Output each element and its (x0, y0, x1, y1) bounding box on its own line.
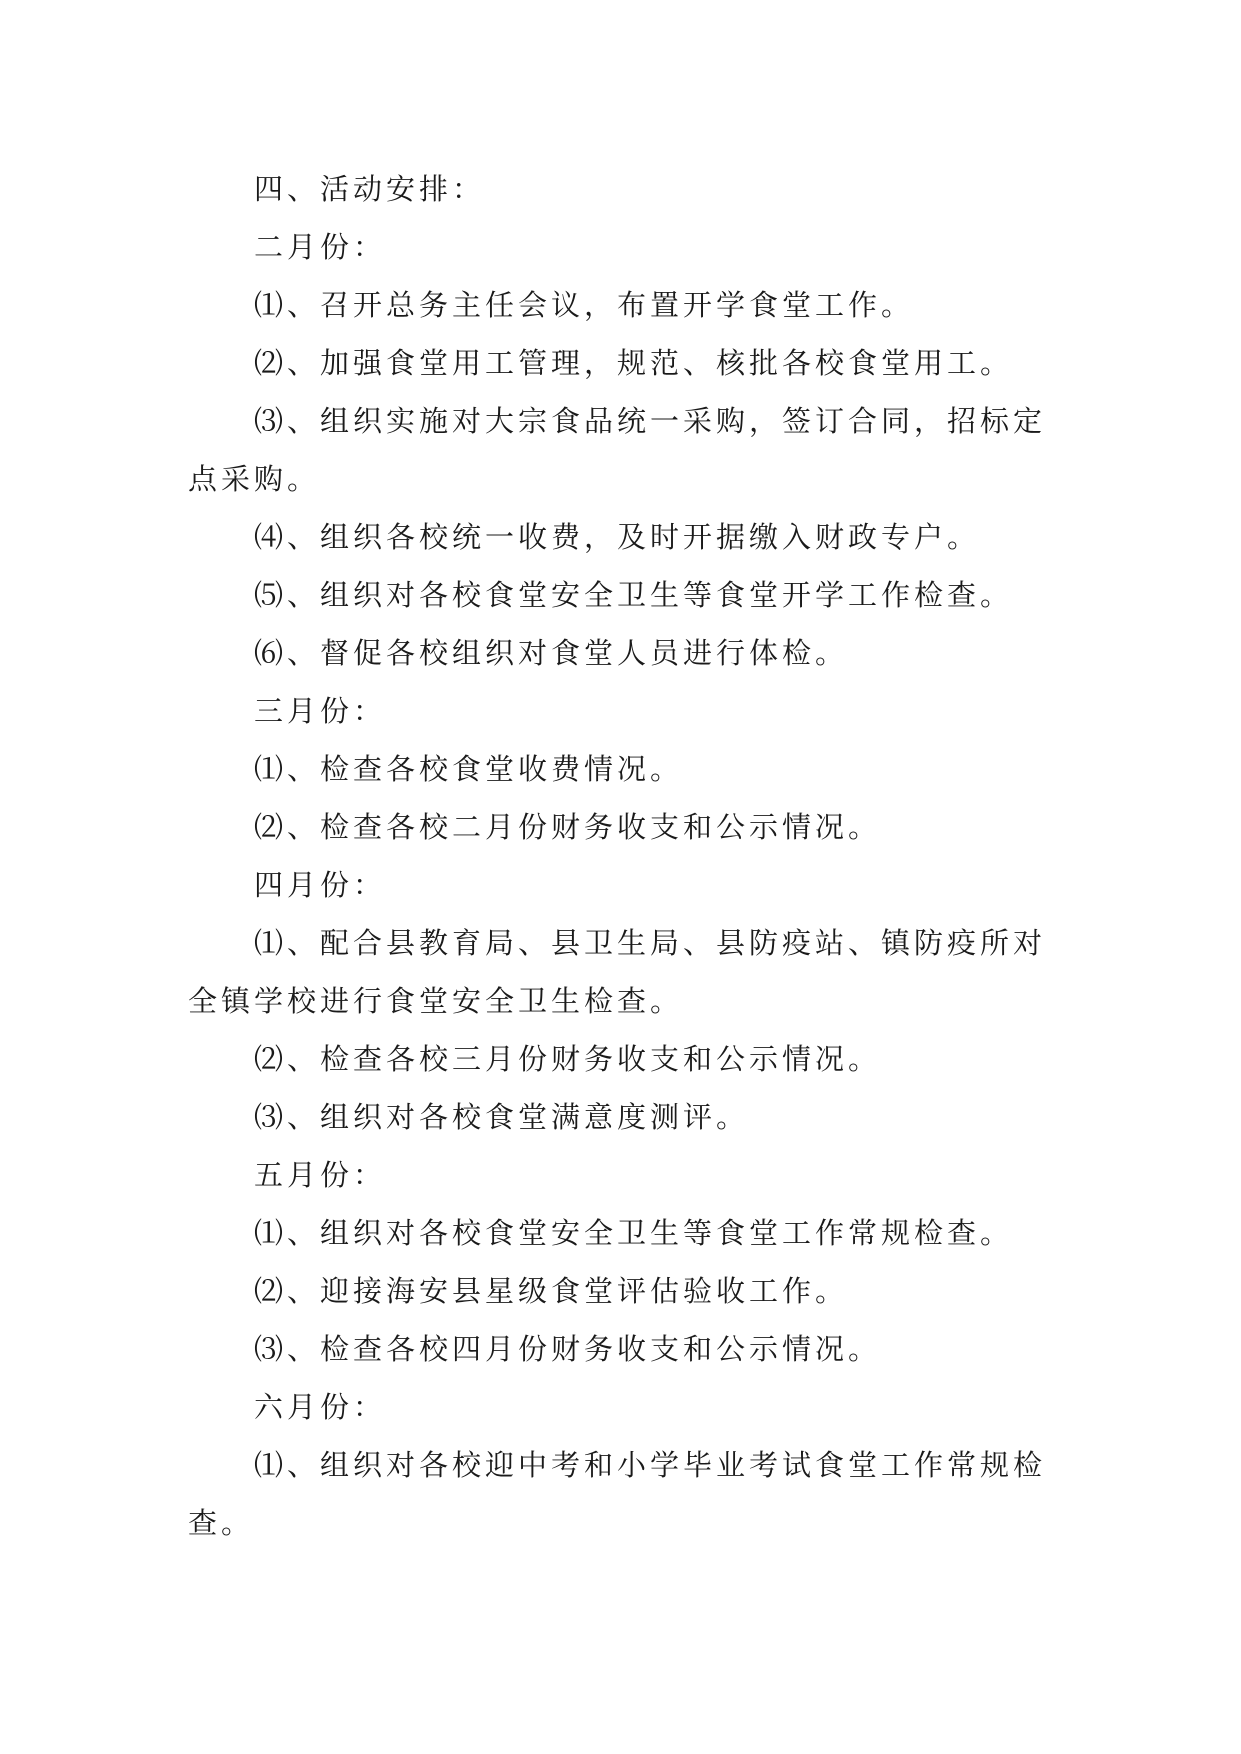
paragraph-line: ⑷、组织各校统一收费，及时开据缴入财政专户。 (254, 520, 981, 554)
month-heading-february: 二月份： (254, 230, 387, 264)
document-body (188, 160, 1048, 1552)
paragraph-line: ⑶、组织实施对大宗食品统一采购，签订合同，招标定 (254, 404, 1047, 438)
paragraph-line: ⑵、检查各校三月份财务收支和公示情况。 (254, 1042, 882, 1076)
paragraph-line: ⑹、督促各校组织对食堂人员进行体检。 (254, 636, 849, 670)
paragraph-line-continued: 全镇学校进行食堂安全卫生检查。 (188, 984, 684, 1018)
month-heading-march: 三月份： (254, 694, 387, 728)
paragraph-line: ⑶、组织对各校食堂满意度测评。 (254, 1100, 750, 1134)
paragraph-line-continued: 查。 (188, 1506, 255, 1540)
paragraph-line: ⑵、加强食堂用工管理，规范、核批各校食堂用工。 (254, 346, 1014, 380)
month-heading-april: 四月份： (254, 868, 387, 902)
paragraph-line: ⑴、召开总务主任会议，布置开学食堂工作。 (254, 288, 915, 322)
paragraph-line-continued: 点采购。 (188, 462, 321, 496)
paragraph-line: ⑴、组织对各校食堂安全卫生等食堂工作常规检查。 (254, 1216, 1014, 1250)
paragraph-line: ⑴、配合县教育局、县卫生局、县防疫站、镇防疫所对 (254, 926, 1047, 960)
section-heading: 四、活动安排： (254, 172, 486, 206)
paragraph-line: ⑶、检查各校四月份财务收支和公示情况。 (254, 1332, 882, 1366)
paragraph-line: ⑵、迎接海安县星级食堂评估验收工作。 (254, 1274, 849, 1308)
paragraph-line: ⑵、检查各校二月份财务收支和公示情况。 (254, 810, 882, 844)
paragraph-line: ⑸、组织对各校食堂安全卫生等食堂开学工作检查。 (254, 578, 1014, 612)
paragraph-line: ⑴、组织对各校迎中考和小学毕业考试食堂工作常规检 (254, 1448, 1047, 1482)
month-heading-may: 五月份： (254, 1158, 387, 1192)
paragraph-line: ⑴、检查各校食堂收费情况。 (254, 752, 684, 786)
month-heading-june: 六月份： (254, 1390, 387, 1424)
